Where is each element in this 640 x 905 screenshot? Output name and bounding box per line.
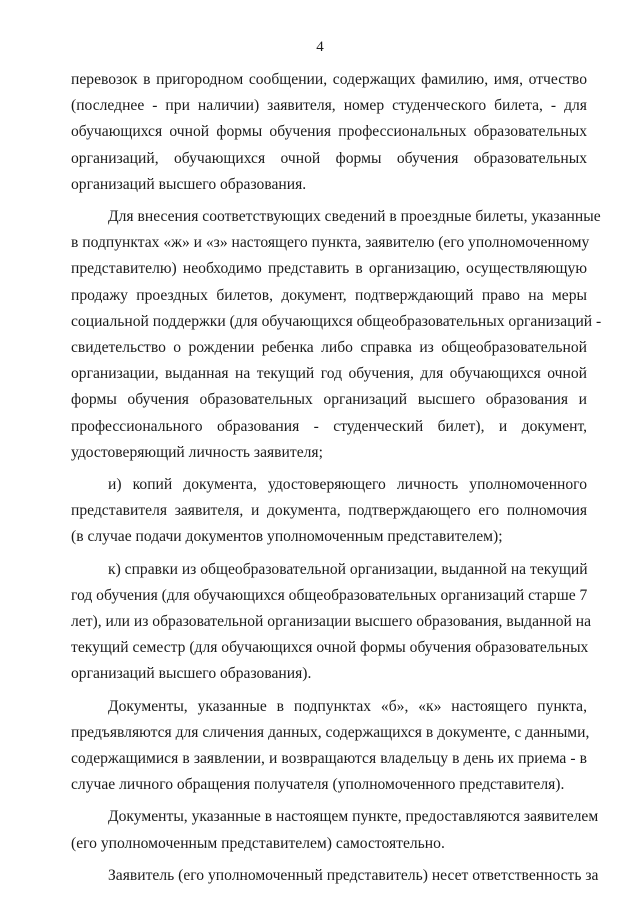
paragraph-tickets-info <box>71 204 602 466</box>
text-line: перевозок в пригородном сообщении, содержащих фамилию, имя, отчество <box>71 71 587 88</box>
text-line: лет), или из образовательной организации высшего образования, выданной на <box>71 613 592 631</box>
text-line: свидетельство о рождении ребенка либо справка из общеобразовательной <box>71 339 587 357</box>
text-line: Заявитель (его уполномоченный представитель) несет ответственность за <box>108 866 599 884</box>
text-line: Документы, указанные в подпунктах «б», «к» настоящего пункта, <box>108 697 587 715</box>
text-line: профессионального образования - студенческий билет), и документ, <box>71 417 587 435</box>
paragraph-documents-provided <box>71 804 599 856</box>
text-line: организаций, обучающихся очной формы обучения образовательных <box>71 149 587 167</box>
text-line: Для внесения соответствующих сведений в проездные билеты, указанные <box>108 208 601 226</box>
text-line: удостоверяющий личность заявителя; <box>71 443 323 461</box>
text-line: предъявляются для сличения данных, содержащихся в документе, с данными, <box>71 723 590 741</box>
document-body <box>71 67 602 889</box>
text-line: представителя заявителя, и документа, подтверждающего его полномочия <box>71 502 587 520</box>
text-line: и) копий документа, удостоверяющего личность уполномоченного <box>108 476 587 494</box>
paragraph-responsibility <box>71 863 599 889</box>
text-line: к) справки из общеобразовательной организации, выданной на текущий <box>108 560 588 578</box>
paragraph-documents-verification <box>71 694 590 799</box>
text-line: содержащимися в заявлении, и возвращаются владельцу в день их приема - в <box>71 750 587 768</box>
paragraph-item-k <box>71 557 592 688</box>
text-line: организаций высшего образования. <box>71 175 307 193</box>
text-line: продажу проездных билетов, документ, подтверждающий право на меры <box>71 286 587 304</box>
text-line: организаций высшего образования). <box>71 665 312 683</box>
paragraph-continuation <box>71 67 587 198</box>
text-line: представителю) необходимо представить в организацию, осуществляющую <box>71 260 587 278</box>
text-line: случае личного обращения получателя (уполномоченного представителя). <box>71 776 565 794</box>
page-number: 4 <box>316 39 324 55</box>
text-line: (последнее - при наличии) заявителя, номер студенческого билета, - для <box>71 97 587 115</box>
text-line: Документы, указанные в настоящем пункте, предоставляются заявителем <box>108 808 599 826</box>
text-line: социальной поддержки (для обучающихся общеобразовательных организаций - <box>71 312 602 330</box>
text-line: (его уполномоченным представителем) самостоятельно. <box>71 834 445 852</box>
paragraph-item-i <box>71 472 587 551</box>
text-line: в подпунктах «ж» и «з» настоящего пункта, заявителю (его уполномоченному <box>71 234 590 252</box>
text-line: текущий семестр (для обучающихся очной формы обучения образовательных <box>71 639 589 657</box>
text-line: год обучения (для обучающихся общеобразовательных организаций старше 7 <box>71 586 588 604</box>
text-line: формы обучения образовательных организаций высшего образования и <box>71 391 587 409</box>
text-line: обучающихся очной формы обучения профессиональных образовательных <box>71 123 587 141</box>
text-line: (в случае подачи документов уполномоченным представителем); <box>71 528 503 546</box>
text-line: организации, выданная на текущий год обучения, для обучающихся очной <box>71 365 587 383</box>
